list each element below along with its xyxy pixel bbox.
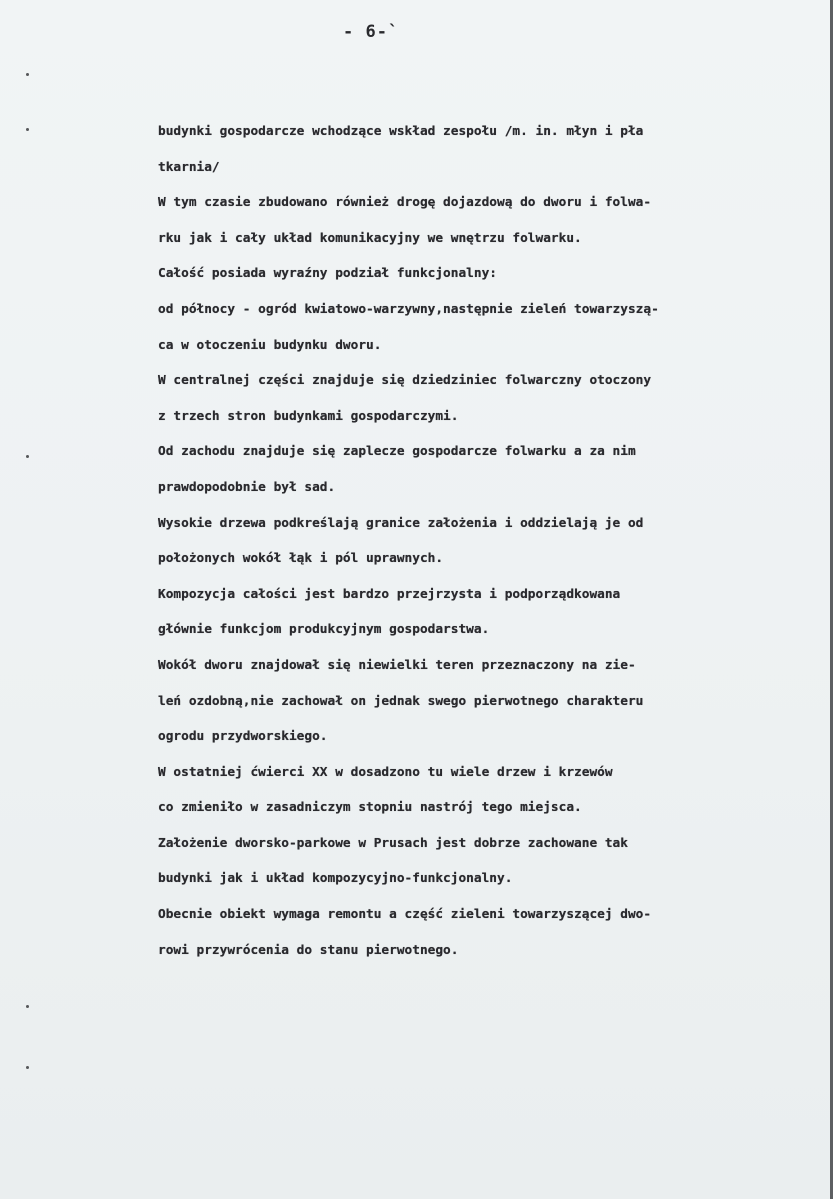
page-number: - 6-` <box>343 22 400 42</box>
text-line: co zmieniło w zasadniczym stopniu nastrój tego miejsca. <box>158 800 582 816</box>
text-line: rowi przywrócenia do stanu pierwotnego. <box>158 942 459 958</box>
punch-hole-mark <box>26 1066 29 1069</box>
text-line: W ostatniej ćwierci XX w dosadzono tu wiele drzew i krzewów <box>158 764 613 780</box>
text-line: Założenie dworsko-parkowe w Prusach jest dobrze zachowane tak <box>158 835 628 851</box>
text-line: budynki jak i układ kompozycyjno-funkcjonalny. <box>158 871 513 887</box>
text-line: Wokół dworu znajdował się niewielki teren przeznaczony na zie- <box>158 657 636 673</box>
text-line: od północy - ogród kwiatowo-warzywny,następnie zieleń towarzyszą- <box>158 301 659 317</box>
text-line: Obecnie obiekt wymaga remontu a część zieleni towarzyszącej dwo- <box>158 907 652 923</box>
text-line: W tym czasie zbudowano również drogę dojazdową do dworu i folwa- <box>158 195 652 211</box>
text-line: tkarnia/ <box>158 159 220 175</box>
text-line: Kompozycja całości jest bardzo przejrzysta i podporządkowana <box>158 586 621 602</box>
text-line: rku jak i cały układ komunikacyjny we wnętrzu folwarku. <box>158 230 582 246</box>
text-line: ca w otoczeniu budynku dworu. <box>158 337 382 353</box>
text-line: Od zachodu znajduje się zaplecze gospodarcze folwarku a za nim <box>158 444 636 460</box>
text-line: Całość posiada wyraźny podział funkcjonalny: <box>158 266 497 282</box>
text-line: prawdopodobnie był sad. <box>158 479 336 495</box>
text-line: położonych wokół łąk i pól uprawnych. <box>158 551 444 567</box>
typed-text-body <box>158 114 823 968</box>
text-line: budynki gospodarcze wchodzące wskład zespołu /m. in. młyn i pła <box>158 124 644 139</box>
punch-hole-mark <box>26 128 29 131</box>
text-line: Wysokie drzewa podkreślają granice założenia i oddzielają je od <box>158 515 644 531</box>
punch-hole-mark <box>26 73 29 76</box>
text-line: ogrodu przydworskiego. <box>158 729 328 745</box>
punch-hole-mark <box>26 455 29 458</box>
text-line: z trzech stron budynkami gospodarczymi. <box>158 408 459 424</box>
text-line: W centralnej części znajduje się dziedziniec folwarczny otoczony <box>158 373 652 389</box>
punch-hole-mark <box>26 1005 29 1008</box>
text-line: leń ozdobną,nie zachował on jednak swego pierwotnego charakteru <box>158 693 644 709</box>
text-line: głównie funkcjom produkcyjnym gospodarstwa. <box>158 622 490 638</box>
